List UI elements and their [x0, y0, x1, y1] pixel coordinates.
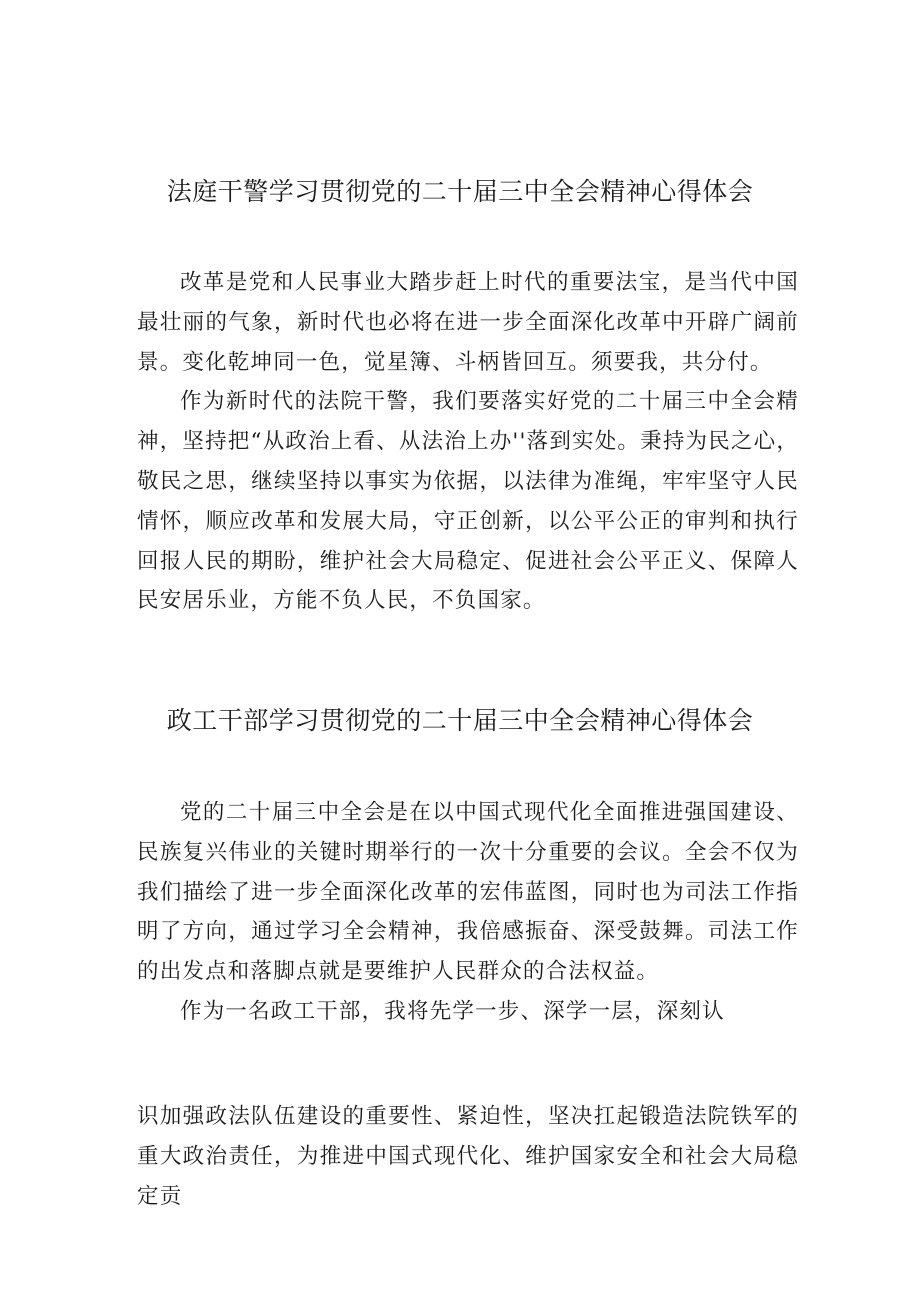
section-title-1: 法庭干警学习贯彻党的二十届三中全会精神心得体会 [166, 177, 754, 206]
paragraph: 作为新时代的法院干警，我们要落实好党的二十届三中全会精神，坚持把“从政治上看、从法治上办''落到实处。秉持为民之心，敬民之思，继续坚持以事实为依据，以法律为准绳，牢牢坚守人民情怀，顺应改革和发展大局，守正创新，以公平公正的审判和执行回报人民的期盼，维护社会大局稳定、促进社会公平正义、保障人民安居乐业，方能不负人民，不负国家。 [137, 389, 800, 614]
paragraph-continuation: 识加强政法队伍建设的重要性、紧迫性，坚决扛起锻造法院铁军的重大政治责任，为推进中国式现代化、维护国家安全和社会大局稳定贡 [137, 1104, 799, 1209]
section-body-2 [137, 793, 799, 1032]
section-body-continuation [137, 1097, 799, 1216]
section-title-2: 政工干部学习贯彻党的二十届三中全会精神心得体会 [166, 706, 754, 735]
section-body-1 [137, 263, 799, 621]
paragraph: 改革是党和人民事业大踏步赶上时代的重要法宝，是当代中国最壮丽的气象，新时代也必将在进一步全面深化改革中开辟广阔前景。变化乾坤同一色，觉星簿、斗柄皆回互。须要我，共分付。 [137, 270, 799, 375]
paragraph: 党的二十届三中全会是在以中国式现代化全面推进强国建设、民族复兴伟业的关键时期举行的一次十分重要的会议。全会不仅为我们描绘了进一步全面深化改革的宏伟蓝图，同时也为司法工作指明了方向，通过学习全会精神，我倍感振奋、深受鼓舞。司法工作的出发点和落脚点就是要维护人民群众的合法权益。 [137, 800, 799, 985]
paragraph: 作为一名政工干部，我将先学一步、深学一层，深刻认 [180, 998, 725, 1024]
